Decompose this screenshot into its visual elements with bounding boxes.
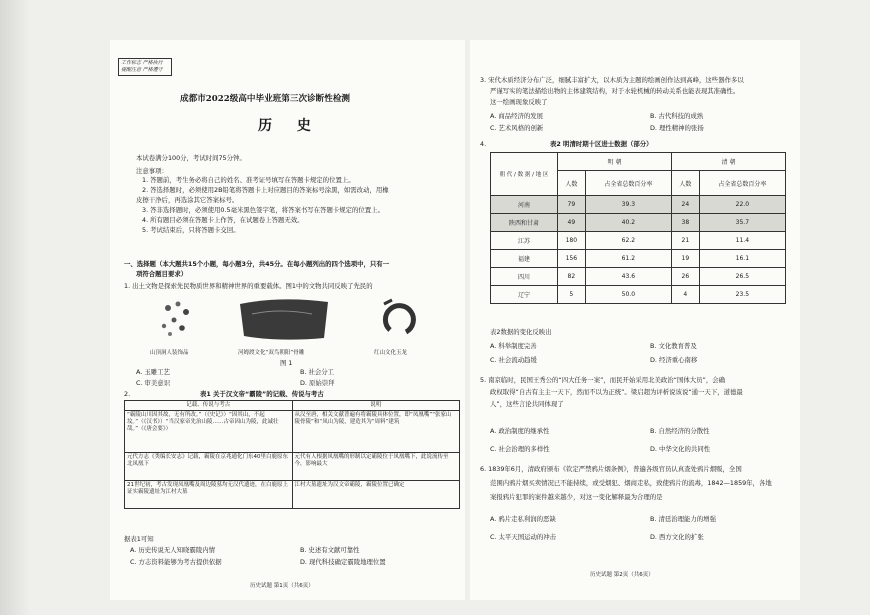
table-cell: 43.6	[585, 268, 671, 286]
info-line: 本试卷满分100分，考试时间75分钟。	[136, 154, 246, 162]
table-1-title: 表1 关于汉文帝“霸陵”的记载、传说与考古	[200, 390, 324, 398]
answer-option: B. 史述有文献可靠性	[300, 546, 360, 554]
answer-option: A. 商品经济的发展	[490, 112, 544, 120]
table-cell: 元代方志《类编长安志》记载，霸陵在京兆通化门东40里白鹿原东北凤凰下	[125, 453, 293, 481]
table-header: 明 朝	[558, 153, 672, 171]
table-cell: 40.2	[585, 214, 671, 232]
table-cell: 61.2	[585, 250, 671, 268]
notes-heading: 注意事项：	[136, 167, 168, 175]
figure-caption: 河姆渡文化“双鸟朝阳”骨雕	[238, 350, 305, 356]
table-cell: 四川	[491, 268, 558, 286]
jade-dragon-image	[384, 300, 413, 332]
table-cell: 陕西和甘肃	[491, 214, 558, 232]
table-cell: 82	[558, 268, 586, 286]
answer-option: C. 方志资料能够为考古提供依据	[130, 558, 222, 566]
question-3-stem: 这一绘画现象反映了	[490, 98, 548, 106]
table-cell: 江村大墓遗址为汉文帝霸陵，霸陵位置已确定	[292, 481, 460, 509]
table-cell: “霸陵山川因其故，无有所改。”（《史记》）“因其山，不起坟。”（《汉书》）“当汉家帝先治山陵……古帝因山为陵，此诚壮哉。”（《唐会要》）	[125, 411, 293, 453]
answer-option: B. 古代科技的成熟	[650, 112, 704, 120]
table-cell: 79	[558, 196, 586, 214]
answer-option: D. 理性精神的张扬	[650, 124, 704, 132]
table-cell: 4	[671, 286, 699, 304]
answer-option: B. 文化教育普及	[650, 342, 697, 350]
note-line: 皮擦干净后，再选涂其它答案标号。	[136, 196, 239, 204]
table-cell: 16.1	[699, 250, 785, 268]
answer-option: C. 社会治理的多样性	[490, 445, 550, 453]
table-cell: 辽宁	[491, 286, 558, 304]
answer-option: A. 玉雕工艺	[136, 368, 170, 376]
table-row	[491, 214, 786, 232]
figure-label: 图 1	[280, 359, 293, 367]
table-subheader: 占全省总数百分率	[585, 171, 671, 196]
table-row	[491, 268, 786, 286]
exam-page-1	[110, 40, 465, 600]
table-cell: 50.0	[585, 286, 671, 304]
table-cell: 49	[558, 214, 586, 232]
official-stamp: 工作标志 严格执行 提醒注意 严格遵守	[118, 58, 172, 76]
table-corner-header: 朝 代 / 数 据 / 地 区	[491, 153, 558, 196]
table-row	[491, 232, 786, 250]
question-6-stem: 案报鸦片犯罪的案件越来越少，对这一变化解释最为合理的是	[490, 493, 663, 501]
table-cell: 156	[558, 250, 586, 268]
table-subheader: 人数	[671, 171, 699, 196]
table-cell: 江苏	[491, 232, 558, 250]
subject-title: 历 史	[258, 118, 321, 134]
table-cell: 62.2	[585, 232, 671, 250]
answer-option: A. 鸦片走私利润的恶缺	[490, 515, 556, 523]
answer-option: B. 清廷治理能力的增强	[650, 515, 716, 523]
question-5-stem: 人”，这些言论共同体现了	[490, 400, 564, 408]
answer-option: C. 审美意识	[136, 379, 171, 387]
answer-option: C. 太平天国运动的冲击	[490, 533, 557, 541]
table-2-title: 表2 明清时期十区进士数据（部分）	[550, 140, 653, 148]
answer-option: A. 历史传说无人知晓霸陵内情	[130, 546, 216, 554]
table-cell: 从汉至唐，相关文献普遍有将霸陵具体位置，即“凤凰嘴”“张家山陵骨陵”和“凤山为陵，建造其为“周料”建筑	[292, 411, 460, 453]
page-footer: 历史试题 第2页（共6页）	[590, 572, 654, 578]
table-cell: 19	[671, 250, 699, 268]
exam-title: 成都市2022级高中毕业班第三次诊断性检测	[180, 94, 351, 104]
note-line: 4. 所有题目必须在答题卡上作答，在试题卷上答题无效。	[142, 216, 304, 224]
question-6-stem: 6. 1839年6月，清政府颁布《钦定严禁鸦片烟条例》，普遍各级官员认真查处鸦片烟贩，全国	[480, 465, 742, 473]
table-cell: 福建	[491, 250, 558, 268]
table-cell: 180	[558, 232, 586, 250]
note-line: 1. 答题前，考生务必将自己的姓名、准考证号填写在答题卡规定的位置上。	[142, 176, 355, 184]
table-cell: 23.5	[699, 286, 785, 304]
question-5-stem: 政权取得“自古有主主一天下，然而不以为正统”。梁启超为评析说该说“通一天下，道德最	[490, 388, 743, 396]
table-cell: 21	[671, 232, 699, 250]
answer-option: D. 中华文化的共同性	[650, 445, 711, 453]
question-2-number: 2.	[124, 390, 131, 398]
table-subheader: 占全省总数百分率	[699, 171, 785, 196]
table-header: 清 朝	[671, 153, 785, 171]
ornament-image	[162, 302, 189, 337]
table-header: 记载、传说与考古	[125, 401, 293, 411]
answer-option: A. 科举制度完善	[490, 342, 537, 350]
table-cell: 5	[558, 286, 586, 304]
section-heading: 一、选择题（本大题共15个小题，每小题3分，共45分。在每小题列出的四个选项中，只有一	[124, 260, 390, 268]
table-cell: 39.3	[585, 196, 671, 214]
question-2-reading: 据表1可知	[124, 535, 154, 543]
table-cell: 22.0	[699, 196, 785, 214]
answer-option: C. 社会流动趋缓	[490, 356, 537, 364]
table-header: 说明	[292, 401, 460, 411]
table-cell: 26.5	[699, 268, 785, 286]
table-cell: 元代有人根据凤凰嘴的形制以定霸陵位于凤凰嘴下，此说流传至今，影响最大	[292, 453, 460, 481]
bone-carving-image	[240, 299, 328, 339]
answer-option: D. 经济重心南移	[650, 356, 698, 364]
question-3-stem: 3. 宋代木质经济分布广泛，细腻丰富扩大，以木质为主题的绘画创作达到高峰，这些器作多以	[480, 76, 744, 84]
table-2	[490, 152, 786, 304]
figure-caption: 山顶洞人装饰品	[150, 350, 189, 356]
table-cell: 35.7	[699, 214, 785, 232]
table-row	[491, 250, 786, 268]
answer-option: D. 西方文化的扩张	[650, 533, 704, 541]
question-5-stem: 5. 南京临时，民国王秀公的“四大任务一案”，而民开始采用北美政治“国体大员”，会确	[480, 376, 726, 384]
table-subheader: 人数	[558, 171, 586, 196]
note-line: 2. 答选择题时，必须使用2B铅笔将答题卡上对应题目的答案标号涂黑，如需改动，用橡	[142, 186, 389, 194]
question-3-stem: 严谨写实的笔法描绘出物的主体建筑结构，对于水轮机械的转动关系也能表现其准确性。	[490, 87, 740, 95]
section-heading-cont: 项符合题目要求）	[136, 270, 188, 278]
scan-left-edge	[0, 0, 30, 615]
answer-option: B. 社会分工	[300, 368, 335, 376]
answer-option: D. 现代科技确定霸陵地理位置	[300, 558, 386, 566]
question-1-stem: 1. 出土文物是探索先民物质世界和精神世界的重要载体。图1中的文物共同反映了先民的	[124, 282, 373, 290]
table-1	[124, 400, 460, 509]
figure-1-artifacts	[140, 296, 440, 344]
table-row	[491, 196, 786, 214]
table-cell: 24	[671, 196, 699, 214]
question-4-number: 4.	[480, 140, 487, 148]
question-6-stem: 范围内鸦片烟买卖情况已不能持续，或受烟犯、烟商走私，致使鸦片的流毒，1842—1859年，各地	[490, 479, 772, 487]
table-cell: 38	[671, 214, 699, 232]
page-footer: 历史试题 第1页（共6页）	[250, 583, 314, 589]
answer-option: D. 原始崇拜	[300, 379, 335, 387]
question-4-reading: 表2数据的变化反映出	[490, 328, 552, 336]
table-row	[491, 286, 786, 304]
note-line: 5. 考试结束后，只将答题卡交回。	[142, 226, 240, 234]
table-cell: 11.4	[699, 232, 785, 250]
answer-option: A. 政治制度的继承性	[490, 427, 550, 435]
exam-page-2	[470, 40, 800, 600]
answer-option: B. 自然经济的分散性	[650, 427, 710, 435]
table-cell: 21世纪初，考古发现凤凰嘴及周边陵墓均无汉代遗迹，在白鹿原上证实霸陵遗址为江村大墓	[125, 481, 293, 509]
table-cell: 26	[671, 268, 699, 286]
answer-option: C. 艺术风格的创新	[490, 124, 544, 132]
note-line: 3. 答非选择题时，必须使用0.5毫米黑色签字笔，将答案书写在答题卡规定的位置上。	[142, 206, 384, 214]
table-cell: 河南	[491, 196, 558, 214]
figure-caption: 红山文化玉龙	[374, 350, 408, 356]
